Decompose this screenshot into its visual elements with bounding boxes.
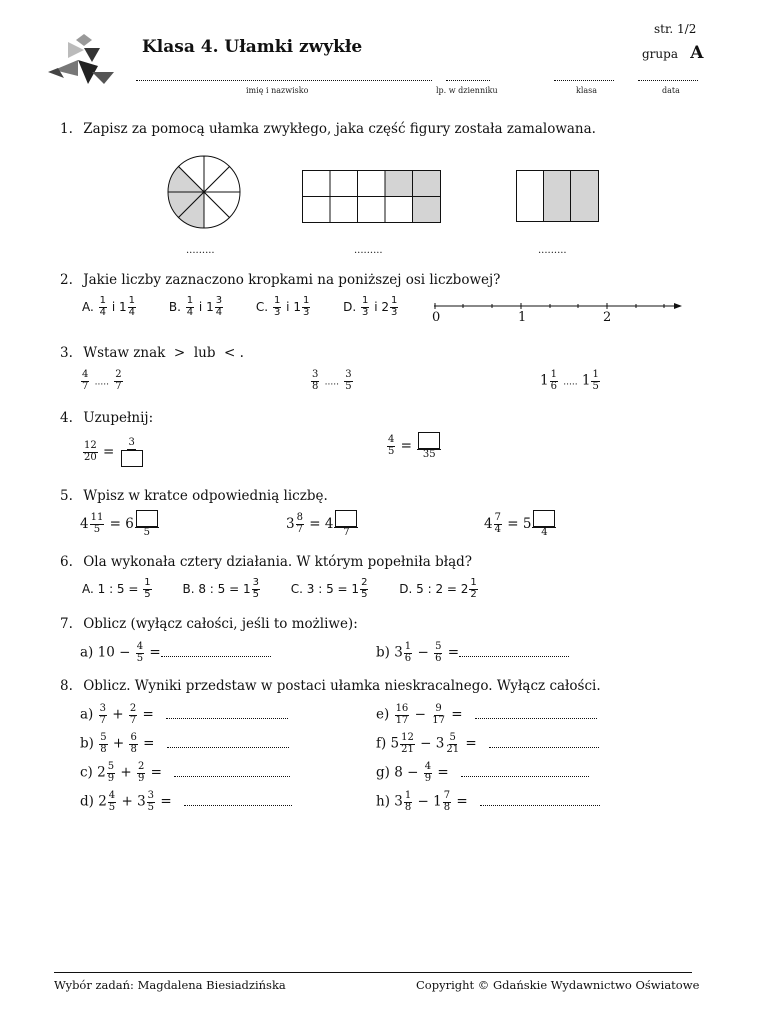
footer-divider xyxy=(54,972,692,973)
answer-line[interactable] xyxy=(166,708,288,719)
answer-options xyxy=(82,296,399,318)
answer-box[interactable] xyxy=(121,450,143,467)
equation-4b: $\frac{4}{5}$ = 35 xyxy=(386,432,442,461)
exercise-8f: f) 5 $\frac{12}{21}$ − 3 $\frac{5}{21}$ = xyxy=(376,733,599,755)
equation-4a: $\frac{12}{20}$ = 3 xyxy=(82,438,145,467)
option-c[interactable]: C. $\frac{1}{3}$ i 1 $\frac{1}{3}$ xyxy=(255,295,310,318)
exercise-8c: c) 2 $\frac{5}{9}$ + $\frac{2}{9}$ = xyxy=(80,762,290,784)
exercise-8a: a) $\frac{3}{7}$ + $\frac{2}{7}$ = xyxy=(80,704,288,726)
exercise-8b: b) $\frac{5}{8}$ + $\frac{6}{8}$ = xyxy=(80,733,289,755)
question-number: 8. xyxy=(60,678,73,694)
option-c[interactable]: C. 3 : 5 = 1 $\frac{2}{5}$ xyxy=(290,577,368,600)
comparison-1: $\frac{4}{7}$ ..... $\frac{2}{7}$ xyxy=(82,369,122,392)
name-field-line[interactable] xyxy=(136,72,432,81)
shaded-grid-figure xyxy=(302,170,442,224)
question-1 xyxy=(60,121,596,137)
answer-blank[interactable]: ......... xyxy=(186,245,215,256)
question-number: 3. xyxy=(60,345,73,361)
equation-5c: 4 $\frac{7}{4}$ = 5 4 xyxy=(484,510,557,539)
answer-line[interactable] xyxy=(461,766,589,777)
option-b[interactable]: B. 8 : 5 = 1 $\frac{3}{5}$ xyxy=(182,577,259,600)
comparison-2: $\frac{3}{8}$ ..... $\frac{3}{5}$ xyxy=(312,369,352,392)
group-value: A xyxy=(690,43,704,63)
answer-box[interactable] xyxy=(136,510,158,527)
answer-blank[interactable]: ......... xyxy=(538,245,567,256)
exercise-8h: h) 3 $\frac{1}{8}$ − 1 $\frac{7}{8}$ = xyxy=(376,791,600,813)
shaded-circle-figure xyxy=(166,154,242,230)
question-text: Jakie liczby zaznaczono kropkami na poniższej osi liczbowej? xyxy=(83,272,501,288)
question-text: Ola wykonała cztery działania. W którym popełniła błąd? xyxy=(83,554,473,570)
exercise-8d: d) 2 $\frac{4}{5}$ + 3 $\frac{3}{5}$ = xyxy=(80,791,292,813)
answer-line[interactable] xyxy=(489,737,599,748)
equation-5b: 3 $\frac{8}{7}$ = 4 7 xyxy=(286,510,359,539)
question-2 xyxy=(60,272,500,288)
name-field-label: imię i nazwisko xyxy=(246,86,309,95)
question-6 xyxy=(60,554,472,570)
class-field-line[interactable] xyxy=(554,72,614,81)
exercise-8e: e) $\frac{16}{17}$ − $\frac{9}{17}$ = xyxy=(376,704,597,726)
date-field-label: data xyxy=(662,86,680,95)
axis-label-2: 2 xyxy=(603,310,612,325)
question-5 xyxy=(60,488,328,504)
question-7 xyxy=(60,616,358,632)
question-8 xyxy=(60,678,601,694)
date-field-line[interactable] xyxy=(638,72,698,81)
question-number: 6. xyxy=(60,554,73,570)
question-text: Zapisz za pomocą ułamka zwykłego, jaka część figury została zamalowana. xyxy=(83,121,596,137)
axis-label-0: 0 xyxy=(432,310,441,325)
option-d[interactable]: D. $\frac{1}{3}$ i 2 $\frac{1}{3}$ xyxy=(343,295,398,318)
option-b[interactable]: B. $\frac{1}{4}$ i 1 $\frac{3}{4}$ xyxy=(168,295,223,318)
shaded-bar-figure xyxy=(516,170,600,222)
comparison-3: 1 $\frac{1}{6}$ ..... 1 $\frac{1}{5}$ xyxy=(540,369,599,392)
footer-copyright: Copyright © Gdańskie Wydawnictwo Oświatowe xyxy=(416,978,700,992)
question-text: Oblicz. Wyniki przedstaw w postaci ułamka nieskracalnego. Wyłącz całości. xyxy=(83,678,601,694)
question-number: 1. xyxy=(60,121,73,137)
answer-line[interactable] xyxy=(475,708,597,719)
exercise-7b: b) 3 $\frac{1}{6}$ − $\frac{5}{6}$ = xyxy=(376,642,569,664)
page-title: Klasa 4. Ułamki zwykłe xyxy=(142,37,363,57)
question-number: 7. xyxy=(60,616,73,632)
answer-line[interactable] xyxy=(459,646,569,657)
equation-5a: 4 $\frac{11}{5}$ = 6 5 xyxy=(80,510,160,539)
number-line xyxy=(428,298,684,316)
group-indicator xyxy=(642,43,703,63)
answer-line[interactable] xyxy=(480,795,600,806)
question-text: Wstaw znak > lub < . xyxy=(83,345,244,361)
page-number: str. 1/2 xyxy=(654,22,697,36)
answer-line[interactable] xyxy=(174,766,290,777)
option-d[interactable]: D. 5 : 2 = 2 $\frac{1}{2}$ xyxy=(399,577,477,600)
question-number: 4. xyxy=(60,410,73,426)
answer-line[interactable] xyxy=(167,737,289,748)
group-label: grupa xyxy=(642,47,678,61)
axis-label-1: 1 xyxy=(518,310,527,325)
answer-box[interactable] xyxy=(533,510,555,527)
answer-blank[interactable]: ..... xyxy=(324,377,339,388)
number-field-label: lp. w dzienniku xyxy=(436,86,498,95)
question-text: Wpisz w kratce odpowiednią liczbę. xyxy=(83,488,328,504)
answer-blank[interactable]: ..... xyxy=(94,377,109,388)
number-field-line[interactable] xyxy=(446,72,490,81)
question-text: Uzupełnij: xyxy=(83,410,154,426)
exercise-8g: g) 8 − $\frac{4}{9}$ = xyxy=(376,762,589,784)
answer-blank[interactable]: ..... xyxy=(563,377,578,388)
option-a[interactable]: A. 1 : 5 = $\frac{1}{5}$ xyxy=(82,577,151,600)
question-number: 5. xyxy=(60,488,73,504)
question-number: 2. xyxy=(60,272,73,288)
answer-line[interactable] xyxy=(161,646,271,657)
option-a[interactable]: A. $\frac{1}{4}$ i 1 $\frac{1}{4}$ xyxy=(82,295,136,318)
question-3 xyxy=(60,345,244,361)
publisher-logo xyxy=(48,32,118,88)
answer-box[interactable] xyxy=(335,510,357,527)
class-field-label: klasa xyxy=(576,86,598,95)
exercise-7a: a) 10 − $\frac{4}{5}$ = xyxy=(80,642,271,664)
answer-blank[interactable]: ......... xyxy=(354,245,383,256)
answer-options xyxy=(82,578,479,600)
question-text: Oblicz (wyłącz całości, jeśli to możliwe): xyxy=(83,616,358,632)
answer-line[interactable] xyxy=(184,795,292,806)
footer-author: Wybór zadań: Magdalena Biesiadzińska xyxy=(54,978,286,992)
answer-box[interactable] xyxy=(418,432,440,449)
question-4 xyxy=(60,410,153,426)
